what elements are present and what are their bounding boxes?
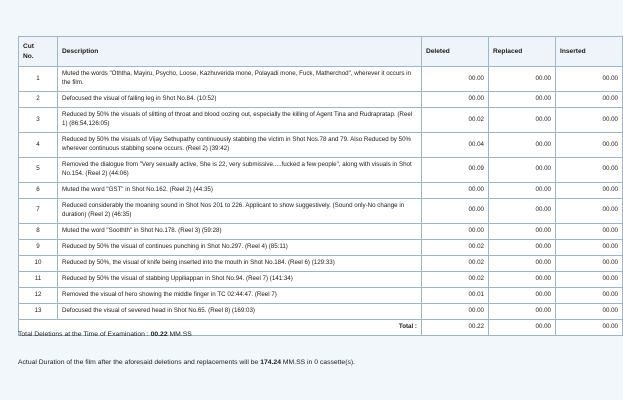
actual-duration-line xyxy=(18,358,583,368)
cell-deleted: 00.00 xyxy=(422,92,489,108)
cell-cut-no: 10 xyxy=(19,255,58,271)
cell-inserted: 00.00 xyxy=(556,92,623,108)
cell-replaced: 00.00 xyxy=(489,182,556,198)
cell-inserted: 00.00 xyxy=(556,271,623,287)
cell-deleted: 00.01 xyxy=(422,287,489,303)
cell-description: Reduced by 50% the visual of stabbing Uppiliappan in Shot No.94. (Reel 7) (141:34) xyxy=(58,271,422,287)
cell-cut-no: 11 xyxy=(19,271,58,287)
table-header xyxy=(19,37,623,67)
table-row xyxy=(19,157,623,182)
cell-deleted: 00.04 xyxy=(422,133,489,158)
cell-replaced: 00.00 xyxy=(489,223,556,239)
table-row xyxy=(19,198,623,223)
cell-cut-no: 3 xyxy=(19,108,58,133)
cell-inserted: 00.00 xyxy=(556,67,623,92)
cell-deleted: 00.00 xyxy=(422,198,489,223)
cell-description: Reduced considerably the moaning sound in Shot Nos 201 to 226. Applicant to show suggestively. (Sound only-No change in duration) (Reel 2) (46:35) xyxy=(58,198,422,223)
cell-inserted: 00.00 xyxy=(556,198,623,223)
cell-deleted: 00.00 xyxy=(422,67,489,92)
cell-cut-no: 5 xyxy=(19,157,58,182)
table-row xyxy=(19,287,623,303)
cell-replaced: 00.00 xyxy=(489,271,556,287)
cell-deleted: 00.00 xyxy=(422,223,489,239)
table-row xyxy=(19,108,623,133)
cell-description: Reduced by 50%, the visual of knife being inserted into the mouth in Shot No.184. (Reel 6) (129:33) xyxy=(58,255,422,271)
cell-replaced: 00.00 xyxy=(489,303,556,319)
cell-cut-no: 8 xyxy=(19,223,58,239)
cuts-table-container xyxy=(18,36,618,336)
table-row xyxy=(19,223,623,239)
cell-inserted: 00.00 xyxy=(556,303,623,319)
total-inserted: 00.00 xyxy=(556,319,623,335)
column-header-inserted: Inserted xyxy=(556,37,623,67)
cell-replaced: 00.00 xyxy=(489,157,556,182)
cell-cut-no: 13 xyxy=(19,303,58,319)
cell-inserted: 00.00 xyxy=(556,255,623,271)
actual-duration-value: 174.24 xyxy=(260,359,281,367)
column-header-cut-no-line2: No. xyxy=(23,52,34,60)
cell-inserted: 00.00 xyxy=(556,157,623,182)
table-row xyxy=(19,303,623,319)
total-replaced: 00.00 xyxy=(489,319,556,335)
cell-cut-no: 1 xyxy=(19,67,58,92)
cell-cut-no: 6 xyxy=(19,182,58,198)
table-row xyxy=(19,92,623,108)
cell-description: Muted the words "Oththa, Mayiru, Psycho, Loose, Kazhuverida mone, Polayadi mone, Fuck, Matherchod", wherever it occurs in the film. xyxy=(58,67,422,92)
cell-deleted: 00.09 xyxy=(422,157,489,182)
column-header-cut-no-line1: Cut xyxy=(23,43,34,50)
cell-inserted: 00.00 xyxy=(556,108,623,133)
cell-description: Removed the visual of hero showing the middle finger in TC 02:44:47. (Reel 7) xyxy=(58,287,422,303)
total-deletions-label: Total Deletions at the Time of Examination : xyxy=(18,331,151,338)
cell-deleted: 00.00 xyxy=(422,182,489,198)
cell-inserted: 00.00 xyxy=(556,182,623,198)
cell-cut-no: 7 xyxy=(19,198,58,223)
table-row xyxy=(19,239,623,255)
cell-inserted: 00.00 xyxy=(556,223,623,239)
cell-replaced: 00.00 xyxy=(489,133,556,158)
column-header-replaced: Replaced xyxy=(489,37,556,67)
column-header-deleted: Deleted xyxy=(422,37,489,67)
cell-cut-no: 4 xyxy=(19,133,58,158)
cell-cut-no: 9 xyxy=(19,239,58,255)
cell-replaced: 00.00 xyxy=(489,255,556,271)
column-header-cut-no xyxy=(19,37,58,67)
total-deletions-line xyxy=(18,330,583,340)
cell-description: Muted the word "Soothth" in Shot No.178. (Reel 3) (59:28) xyxy=(58,223,422,239)
table-row xyxy=(19,182,623,198)
total-label: Total : xyxy=(19,319,422,335)
cell-description: Removed the dialogue from "Very sexually active, She is 22, very submissive.....fucked a few people", along with visuals in Shot No.154. (Reel 2) (44:06) xyxy=(58,157,422,182)
cell-replaced: 00.00 xyxy=(489,239,556,255)
cell-cut-no: 2 xyxy=(19,92,58,108)
cell-replaced: 00.00 xyxy=(489,92,556,108)
table-row xyxy=(19,133,623,158)
cell-description: Reduced by 50% the visuals of slitting of throat and blood oozing out, especially the killing of Agent Tina and Rudrapratap. (Reel 1) (86:54,126:05) xyxy=(58,108,422,133)
cell-replaced: 00.00 xyxy=(489,67,556,92)
cell-deleted: 00.02 xyxy=(422,255,489,271)
cell-inserted: 00.00 xyxy=(556,133,623,158)
total-deletions-unit: MM.SS xyxy=(167,331,192,338)
total-deletions-value: 00.22 xyxy=(150,331,168,338)
cuts-table xyxy=(18,36,623,336)
cell-deleted: 00.02 xyxy=(422,239,489,255)
table-row xyxy=(19,255,623,271)
cell-replaced: 00.00 xyxy=(489,287,556,303)
actual-duration-suffix: MM.SS in 0 cassette(s). xyxy=(280,359,356,367)
cell-cut-no: 12 xyxy=(19,287,58,303)
total-deleted: 00.22 xyxy=(422,319,489,335)
footer-summary xyxy=(18,330,583,386)
cell-description: Muted the word "GST" in Shot No.162. (Reel 2) (44:35) xyxy=(58,182,422,198)
table-body xyxy=(19,67,623,336)
cell-deleted: 00.02 xyxy=(422,108,489,133)
cell-replaced: 00.00 xyxy=(489,198,556,223)
cell-description: Defocused the visual of severed head in Shot No.65. (Reel 8) (169:03) xyxy=(58,303,422,319)
cell-inserted: 00.00 xyxy=(556,239,623,255)
cell-deleted: 00.02 xyxy=(422,271,489,287)
actual-duration-prefix: Actual Duration of the film after the aforesaid deletions and replacements will be xyxy=(18,359,261,367)
cell-description: Reduced by 50% the visual of continues punching in Shot No.297. (Reel 4) (85:11) xyxy=(58,239,422,255)
table-row xyxy=(19,271,623,287)
header-row xyxy=(19,37,623,67)
cell-inserted: 00.00 xyxy=(556,287,623,303)
cell-description: Defocused the visual of falling leg in Shot No.84. (10:52) xyxy=(58,92,422,108)
table-row xyxy=(19,67,623,92)
cell-deleted: 00.00 xyxy=(422,303,489,319)
column-header-description: Description xyxy=(58,37,422,67)
cell-description: Reduced by 50% the visuals of Vijay Sethupathy continuously stabbing the victim in Shot Nos.78 and 79. Also Reduced by 50% wherever continuous stabbing scene occurs. (Reel 2) (39:42) xyxy=(58,133,422,158)
cell-replaced: 00.00 xyxy=(489,108,556,133)
